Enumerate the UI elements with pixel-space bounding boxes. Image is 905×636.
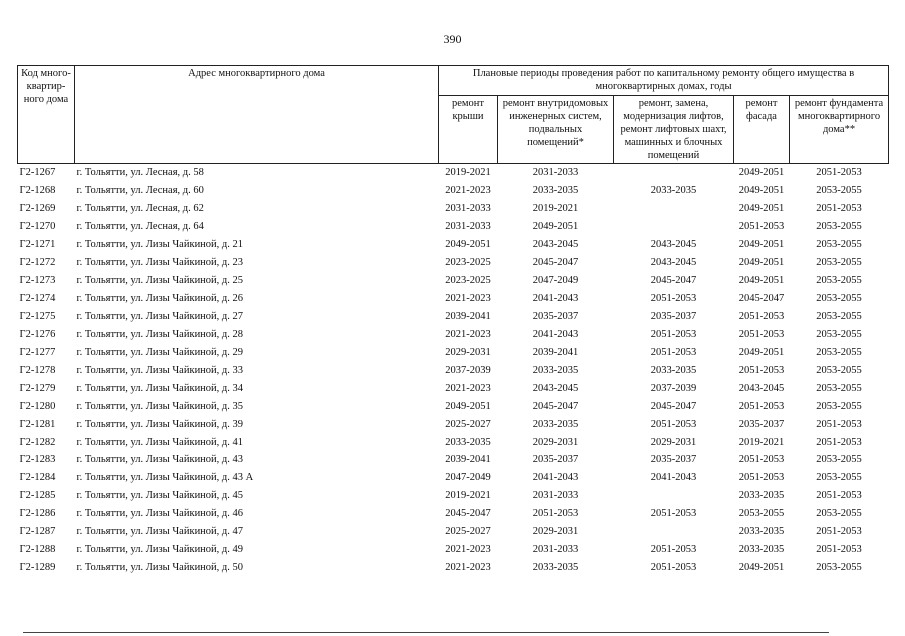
cell-lifts: 2033-2035	[650, 364, 697, 376]
cell-code: Г2-1279	[19, 382, 56, 394]
header-lifts: ремонт, замена, модернизация лифтов, ремонт лифтовых шахт, машинных и блочных помещений	[614, 96, 734, 164]
cell-code: Г2-1288	[19, 544, 56, 556]
cell-address: г. Тольятти, ул. Лизы Чайкиной, д. 26	[76, 293, 244, 305]
cell-lifts: 2051-2053	[650, 328, 697, 340]
cell-systems: 2031-2033	[532, 544, 579, 556]
cell-code: Г2-1272	[19, 257, 56, 269]
cell-code: Г2-1285	[19, 490, 56, 502]
cell-roof: 2021-2023	[445, 293, 491, 305]
cell-address: г. Тольятти, ул. Лизы Чайкиной, д. 45	[76, 490, 244, 502]
table-row	[18, 451, 889, 469]
cell-code: Г2-1273	[19, 275, 56, 287]
cell-foundation: 2051-2053	[816, 167, 862, 179]
cell-lifts: 2043-2045	[650, 239, 697, 251]
cell-lifts: 2045-2047	[650, 275, 697, 287]
table-row	[18, 182, 889, 200]
cell-address: г. Тольятти, ул. Лизы Чайкиной, д. 49	[76, 544, 244, 556]
cell-lifts: 2051-2053	[650, 346, 697, 358]
cell-roof: 2021-2023	[445, 382, 491, 394]
cell-systems: 2049-2051	[532, 221, 579, 233]
cell-systems: 2033-2035	[532, 185, 579, 197]
cell-systems: 2031-2033	[532, 490, 579, 502]
cell-roof: 2025-2027	[445, 526, 491, 538]
cell-facade: 2051-2053	[738, 328, 785, 340]
cell-code: Г2-1280	[19, 400, 56, 412]
cell-address: г. Тольятти, ул. Лизы Чайкиной, д. 50	[76, 562, 244, 574]
cell-foundation: 2051-2053	[816, 203, 862, 215]
cell-systems: 2019-2021	[532, 203, 579, 215]
header-foundation: ремонт фундамента многоквартирного дома**	[790, 96, 889, 164]
cell-foundation: 2053-2055	[816, 562, 862, 574]
cell-code: Г2-1289	[19, 562, 56, 574]
table-row	[18, 379, 889, 397]
table-row	[18, 325, 889, 343]
table-row	[18, 200, 889, 218]
cell-address: г. Тольятти, ул. Лизы Чайкиной, д. 43 А	[76, 472, 254, 484]
repair-schedule-table	[17, 65, 889, 577]
cell-roof: 2029-2031	[445, 346, 491, 358]
cell-roof: 2047-2049	[445, 472, 491, 484]
cell-facade: 2051-2053	[738, 400, 785, 412]
cell-facade: 2049-2051	[738, 257, 785, 269]
cell-facade: 2049-2051	[738, 167, 785, 179]
cell-code: Г2-1287	[19, 526, 56, 538]
cell-foundation: 2053-2055	[816, 454, 862, 466]
cell-systems: 2031-2033	[532, 167, 579, 179]
cell-roof: 2031-2033	[445, 203, 491, 215]
table-row	[18, 308, 889, 326]
cell-roof: 2021-2023	[445, 544, 491, 556]
cell-lifts	[614, 523, 734, 541]
table-row	[18, 433, 889, 451]
cell-systems: 2045-2047	[532, 257, 579, 269]
cell-roof: 2045-2047	[445, 508, 491, 520]
cell-roof: 2031-2033	[445, 221, 491, 233]
cell-code: Г2-1270	[19, 221, 56, 233]
cell-systems: 2039-2041	[532, 346, 579, 358]
cell-lifts: 2029-2031	[650, 436, 697, 448]
cell-lifts: 2035-2037	[650, 454, 697, 466]
cell-facade: 2033-2035	[738, 544, 785, 556]
table-row	[18, 523, 889, 541]
cell-roof: 2039-2041	[445, 454, 491, 466]
table-row	[18, 505, 889, 523]
cell-code: Г2-1268	[19, 185, 56, 197]
cell-foundation: 2053-2055	[816, 382, 862, 394]
table-row	[18, 272, 889, 290]
cell-systems: 2041-2043	[532, 328, 579, 340]
cell-lifts: 2045-2047	[650, 400, 697, 412]
cell-facade: 2049-2051	[738, 203, 785, 215]
cell-lifts: 2035-2037	[650, 310, 697, 322]
cell-facade: 2019-2021	[738, 436, 785, 448]
cell-foundation: 2053-2055	[816, 293, 862, 305]
cell-facade: 2049-2051	[738, 346, 785, 358]
cell-code: Г2-1276	[19, 328, 56, 340]
cell-roof: 2021-2023	[445, 562, 491, 574]
cell-address: г. Тольятти, ул. Лизы Чайкиной, д. 29	[76, 346, 244, 358]
cell-lifts	[614, 200, 734, 218]
table-row	[18, 343, 889, 361]
cell-foundation: 2053-2055	[816, 400, 862, 412]
cell-systems: 2043-2045	[532, 382, 579, 394]
cell-roof: 2021-2023	[445, 185, 491, 197]
cell-code: Г2-1269	[19, 203, 56, 215]
cell-address: г. Тольятти, ул. Лесная, д. 62	[76, 203, 204, 215]
cell-roof: 2049-2051	[445, 239, 491, 251]
table-row	[18, 559, 889, 577]
header-roof: ремонт крыши	[439, 96, 498, 164]
table-row	[18, 218, 889, 236]
cell-code: Г2-1267	[19, 167, 56, 179]
header-facade: ремонт фасада	[734, 96, 790, 164]
cell-address: г. Тольятти, ул. Лизы Чайкиной, д. 25	[76, 275, 244, 287]
cell-lifts	[614, 487, 734, 505]
table-row	[18, 541, 889, 559]
cell-foundation: 2053-2055	[816, 364, 862, 376]
cell-foundation: 2053-2055	[816, 310, 862, 322]
cell-facade: 2049-2051	[738, 239, 785, 251]
cell-address: г. Тольятти, ул. Лизы Чайкиной, д. 21	[76, 239, 244, 251]
cell-foundation: 2053-2055	[816, 346, 862, 358]
cell-facade: 2051-2053	[738, 454, 785, 466]
cell-lifts	[614, 164, 734, 182]
cell-code: Г2-1281	[19, 418, 56, 430]
cell-foundation: 2051-2053	[816, 490, 862, 502]
cell-address: г. Тольятти, ул. Лизы Чайкиной, д. 34	[76, 382, 244, 394]
cell-roof: 2019-2021	[445, 167, 491, 179]
cell-roof: 2019-2021	[445, 490, 491, 502]
cell-facade: 2051-2053	[738, 364, 785, 376]
cell-address: г. Тольятти, ул. Лизы Чайкиной, д. 43	[76, 454, 244, 466]
cell-lifts: 2051-2053	[650, 544, 697, 556]
cell-address: г. Тольятти, ул. Лизы Чайкиной, д. 47	[76, 526, 244, 538]
table-row	[18, 397, 889, 415]
cell-roof: 2037-2039	[445, 364, 491, 376]
header-code: Код много-квартир-ного дома	[18, 66, 75, 164]
cell-foundation: 2051-2053	[816, 544, 862, 556]
header-periods: Плановые периоды проведения работ по капитальному ремонту общего имущества в многоквартирных домах, годы	[439, 66, 889, 96]
cell-facade: 2033-2035	[738, 526, 785, 538]
cell-systems: 2041-2043	[532, 293, 579, 305]
cell-systems: 2041-2043	[532, 472, 579, 484]
cell-facade: 2051-2053	[738, 310, 785, 322]
cell-address: г. Тольятти, ул. Лизы Чайкиной, д. 41	[76, 436, 244, 448]
cell-address: г. Тольятти, ул. Лизы Чайкиной, д. 35	[76, 400, 244, 412]
cell-facade: 2043-2045	[738, 382, 785, 394]
header-systems: ремонт внутридомовых инженерных систем, подвальных помещений*	[498, 96, 614, 164]
table-row	[18, 469, 889, 487]
cell-address: г. Тольятти, ул. Лизы Чайкиной, д. 39	[76, 418, 244, 430]
cell-systems: 2035-2037	[532, 454, 579, 466]
cell-systems: 2035-2037	[532, 310, 579, 322]
cell-lifts: 2051-2053	[650, 508, 697, 520]
cell-facade: 2051-2053	[738, 221, 785, 233]
cell-roof: 2033-2035	[445, 436, 491, 448]
cell-foundation: 2053-2055	[816, 239, 862, 251]
cell-roof: 2025-2027	[445, 418, 491, 430]
cell-roof: 2049-2051	[445, 400, 491, 412]
cell-systems: 2033-2035	[532, 562, 579, 574]
page-number: 390	[443, 32, 462, 46]
cell-foundation: 2051-2053	[816, 436, 862, 448]
cell-facade: 2033-2035	[738, 490, 785, 502]
table-row	[18, 415, 889, 433]
cell-roof: 2039-2041	[445, 310, 491, 322]
cell-facade: 2049-2051	[738, 275, 785, 287]
table-header	[18, 66, 889, 164]
cell-code: Г2-1271	[19, 239, 56, 251]
cell-code: Г2-1277	[19, 346, 56, 358]
cell-code: Г2-1283	[19, 454, 56, 466]
cell-address: г. Тольятти, ул. Лизы Чайкиной, д. 46	[76, 508, 244, 520]
cell-code: Г2-1275	[19, 310, 56, 322]
cell-facade: 2053-2055	[738, 508, 785, 520]
cell-lifts: 2051-2053	[650, 562, 697, 574]
cell-code: Г2-1274	[19, 293, 56, 305]
cell-code: Г2-1282	[19, 436, 56, 448]
cell-facade: 2035-2037	[738, 418, 785, 430]
table-row	[18, 164, 889, 182]
cell-address: г. Тольятти, ул. Лесная, д. 58	[76, 167, 204, 179]
cell-lifts: 2051-2053	[650, 418, 697, 430]
page-bottom-rule	[23, 632, 829, 633]
cell-address: г. Тольятти, ул. Лизы Чайкиной, д. 33	[76, 364, 244, 376]
table-row	[18, 254, 889, 272]
cell-foundation: 2053-2055	[816, 221, 862, 233]
cell-roof: 2023-2025	[445, 257, 491, 269]
cell-facade: 2045-2047	[738, 293, 785, 305]
cell-lifts: 2051-2053	[650, 293, 697, 305]
cell-foundation: 2053-2055	[816, 275, 862, 287]
cell-lifts: 2043-2045	[650, 257, 697, 269]
cell-systems: 2033-2035	[532, 418, 579, 430]
table-row	[18, 487, 889, 505]
cell-roof: 2023-2025	[445, 275, 491, 287]
cell-systems: 2043-2045	[532, 239, 579, 251]
cell-address: г. Тольятти, ул. Лизы Чайкиной, д. 27	[76, 310, 244, 322]
cell-roof: 2021-2023	[445, 328, 491, 340]
cell-foundation: 2053-2055	[816, 472, 862, 484]
cell-lifts: 2041-2043	[650, 472, 697, 484]
table-row	[18, 290, 889, 308]
cell-lifts: 2037-2039	[650, 382, 697, 394]
cell-foundation: 2053-2055	[816, 508, 862, 520]
cell-code: Г2-1286	[19, 508, 56, 520]
cell-systems: 2047-2049	[532, 275, 579, 287]
cell-systems: 2051-2053	[532, 508, 579, 520]
cell-facade: 2051-2053	[738, 472, 785, 484]
cell-facade: 2049-2051	[738, 185, 785, 197]
cell-systems: 2029-2031	[532, 436, 579, 448]
cell-code: Г2-1278	[19, 364, 56, 376]
table-row	[18, 361, 889, 379]
cell-address: г. Тольятти, ул. Лесная, д. 60	[76, 185, 204, 197]
cell-foundation: 2051-2053	[816, 418, 862, 430]
cell-systems: 2029-2031	[532, 526, 579, 538]
cell-foundation: 2051-2053	[816, 526, 862, 538]
cell-foundation: 2053-2055	[816, 185, 862, 197]
cell-foundation: 2053-2055	[816, 328, 862, 340]
cell-address: г. Тольятти, ул. Лизы Чайкиной, д. 23	[76, 257, 244, 269]
header-address: Адрес многоквартирного дома	[75, 66, 439, 164]
cell-lifts: 2033-2035	[650, 185, 697, 197]
cell-address: г. Тольятти, ул. Лесная, д. 64	[76, 221, 204, 233]
table-body	[18, 164, 889, 577]
cell-systems: 2045-2047	[532, 400, 579, 412]
cell-code: Г2-1284	[19, 472, 56, 484]
cell-address: г. Тольятти, ул. Лизы Чайкиной, д. 28	[76, 328, 244, 340]
table-row	[18, 236, 889, 254]
cell-foundation: 2053-2055	[816, 257, 862, 269]
cell-facade: 2049-2051	[738, 562, 785, 574]
cell-systems: 2033-2035	[532, 364, 579, 376]
cell-lifts	[614, 218, 734, 236]
